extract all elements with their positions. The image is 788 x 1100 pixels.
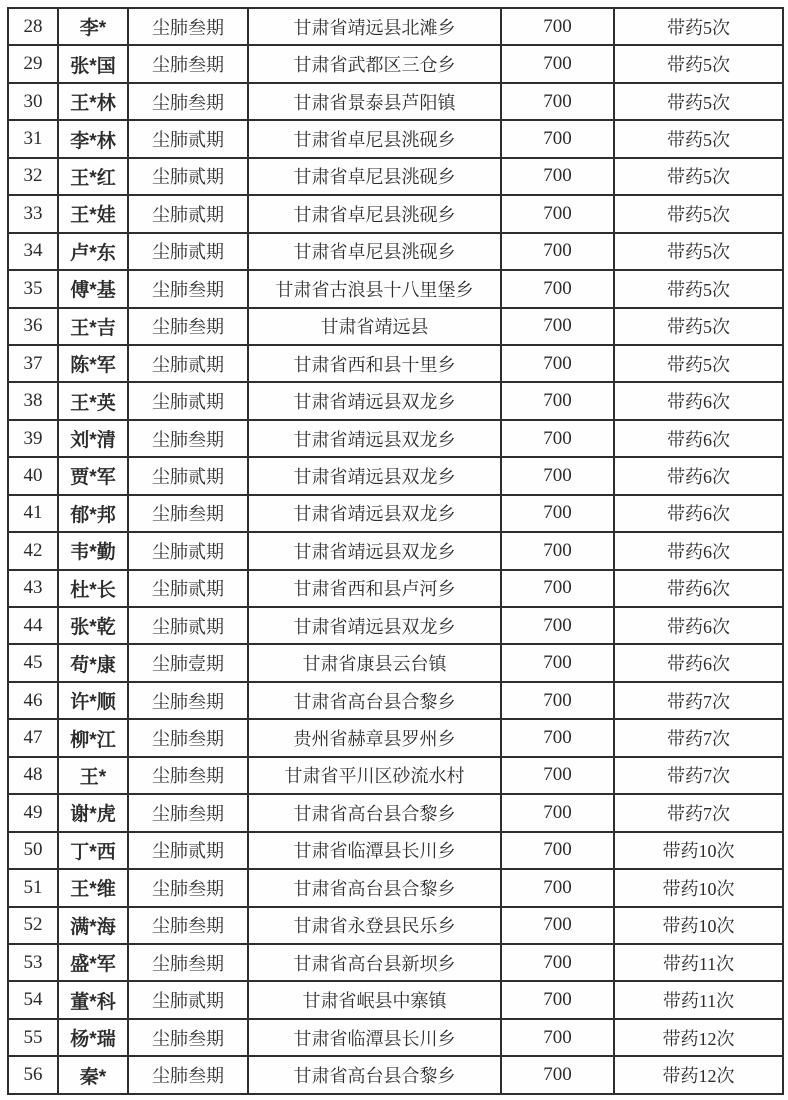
cell-row-number: 42 — [8, 532, 58, 569]
cell-name: 王* — [58, 757, 128, 794]
cell-row-number: 50 — [8, 832, 58, 869]
table-row — [8, 719, 783, 756]
cell-stage: 尘肺贰期 — [128, 532, 248, 569]
cell-address: 甘肃省靖远县北滩乡 — [248, 8, 501, 45]
cell-amount: 700 — [501, 233, 614, 270]
cell-medication: 带药5次 — [614, 233, 783, 270]
table-row — [8, 233, 783, 270]
cell-row-number: 34 — [8, 233, 58, 270]
cell-row-number: 33 — [8, 195, 58, 232]
cell-row-number: 55 — [8, 1019, 58, 1056]
cell-name: 王*娃 — [58, 195, 128, 232]
cell-medication: 带药6次 — [614, 570, 783, 607]
cell-address: 甘肃省景泰县芦阳镇 — [248, 83, 501, 120]
cell-name: 秦* — [58, 1056, 128, 1094]
cell-medication: 带药6次 — [614, 644, 783, 681]
cell-stage: 尘肺壹期 — [128, 644, 248, 681]
cell-address: 甘肃省古浪县十八里堡乡 — [248, 270, 501, 307]
cell-name: 王*维 — [58, 869, 128, 906]
cell-name: 杜*长 — [58, 570, 128, 607]
cell-name: 陈*军 — [58, 345, 128, 382]
cell-name: 韦*勤 — [58, 532, 128, 569]
cell-row-number: 47 — [8, 719, 58, 756]
cell-address: 甘肃省靖远县双龙乡 — [248, 607, 501, 644]
table-row — [8, 120, 783, 157]
cell-stage: 尘肺叁期 — [128, 719, 248, 756]
cell-amount: 700 — [501, 869, 614, 906]
cell-amount: 700 — [501, 420, 614, 457]
cell-stage: 尘肺贰期 — [128, 120, 248, 157]
table-row — [8, 495, 783, 532]
cell-row-number: 39 — [8, 420, 58, 457]
cell-address: 甘肃省靖远县双龙乡 — [248, 420, 501, 457]
cell-medication: 带药6次 — [614, 495, 783, 532]
cell-address: 甘肃省岷县中寨镇 — [248, 981, 501, 1018]
cell-amount: 700 — [501, 644, 614, 681]
cell-stage: 尘肺叁期 — [128, 308, 248, 345]
table-row — [8, 944, 783, 981]
cell-amount: 700 — [501, 1019, 614, 1056]
cell-amount: 700 — [501, 607, 614, 644]
cell-medication: 带药11次 — [614, 944, 783, 981]
cell-row-number: 38 — [8, 382, 58, 419]
cell-name: 盛*军 — [58, 944, 128, 981]
cell-name: 王*红 — [58, 158, 128, 195]
cell-amount: 700 — [501, 83, 614, 120]
cell-address: 甘肃省靖远县双龙乡 — [248, 532, 501, 569]
cell-amount: 700 — [501, 981, 614, 1018]
cell-amount: 700 — [501, 308, 614, 345]
cell-medication: 带药6次 — [614, 457, 783, 494]
cell-row-number: 40 — [8, 457, 58, 494]
cell-row-number: 36 — [8, 308, 58, 345]
table-row — [8, 83, 783, 120]
cell-amount: 700 — [501, 907, 614, 944]
cell-name: 张*国 — [58, 45, 128, 82]
cell-stage: 尘肺贰期 — [128, 981, 248, 1018]
cell-amount: 700 — [501, 345, 614, 382]
table-row — [8, 607, 783, 644]
cell-medication: 带药5次 — [614, 45, 783, 82]
cell-address: 甘肃省高台县合黎乡 — [248, 869, 501, 906]
cell-medication: 带药5次 — [614, 308, 783, 345]
cell-medication: 带药5次 — [614, 120, 783, 157]
cell-name: 郁*邦 — [58, 495, 128, 532]
cell-name: 杨*瑞 — [58, 1019, 128, 1056]
cell-stage: 尘肺叁期 — [128, 907, 248, 944]
cell-address: 甘肃省西和县十里乡 — [248, 345, 501, 382]
table-row — [8, 8, 783, 45]
cell-amount: 700 — [501, 944, 614, 981]
table-row — [8, 981, 783, 1018]
cell-address: 甘肃省卓尼县洮砚乡 — [248, 195, 501, 232]
cell-address: 甘肃省卓尼县洮砚乡 — [248, 158, 501, 195]
table-row — [8, 345, 783, 382]
cell-amount: 700 — [501, 832, 614, 869]
cell-amount: 700 — [501, 794, 614, 831]
cell-stage: 尘肺贰期 — [128, 457, 248, 494]
cell-medication: 带药12次 — [614, 1019, 783, 1056]
cell-row-number: 43 — [8, 570, 58, 607]
table-row — [8, 570, 783, 607]
cell-name: 苟*康 — [58, 644, 128, 681]
table-row — [8, 270, 783, 307]
cell-amount: 700 — [501, 270, 614, 307]
cell-address: 甘肃省高台县新坝乡 — [248, 944, 501, 981]
cell-address: 甘肃省高台县合黎乡 — [248, 794, 501, 831]
cell-name: 董*科 — [58, 981, 128, 1018]
cell-medication: 带药7次 — [614, 757, 783, 794]
cell-stage: 尘肺贰期 — [128, 607, 248, 644]
cell-stage: 尘肺贰期 — [128, 233, 248, 270]
cell-address: 甘肃省西和县卢河乡 — [248, 570, 501, 607]
cell-name: 李* — [58, 8, 128, 45]
table-row — [8, 682, 783, 719]
cell-amount: 700 — [501, 158, 614, 195]
cell-name: 王*英 — [58, 382, 128, 419]
cell-amount: 700 — [501, 8, 614, 45]
table-row — [8, 195, 783, 232]
cell-address: 甘肃省靖远县双龙乡 — [248, 457, 501, 494]
cell-amount: 700 — [501, 382, 614, 419]
cell-row-number: 49 — [8, 794, 58, 831]
cell-amount: 700 — [501, 45, 614, 82]
cell-amount: 700 — [501, 195, 614, 232]
table-row — [8, 382, 783, 419]
cell-row-number: 30 — [8, 83, 58, 120]
cell-name: 丁*西 — [58, 832, 128, 869]
table-row — [8, 869, 783, 906]
cell-amount: 700 — [501, 757, 614, 794]
cell-medication: 带药5次 — [614, 270, 783, 307]
cell-medication: 带药7次 — [614, 794, 783, 831]
cell-stage: 尘肺叁期 — [128, 495, 248, 532]
cell-stage: 尘肺贰期 — [128, 345, 248, 382]
table-row — [8, 532, 783, 569]
cell-name: 刘*清 — [58, 420, 128, 457]
cell-stage: 尘肺叁期 — [128, 1019, 248, 1056]
cell-row-number: 53 — [8, 944, 58, 981]
cell-row-number: 51 — [8, 869, 58, 906]
cell-stage: 尘肺叁期 — [128, 270, 248, 307]
table-body — [8, 8, 783, 1094]
cell-address: 甘肃省高台县合黎乡 — [248, 1056, 501, 1094]
cell-stage: 尘肺贰期 — [128, 158, 248, 195]
table-row — [8, 308, 783, 345]
table-row — [8, 794, 783, 831]
table-row — [8, 757, 783, 794]
table-row — [8, 45, 783, 82]
cell-stage: 尘肺贰期 — [128, 570, 248, 607]
cell-stage: 尘肺叁期 — [128, 83, 248, 120]
cell-stage: 尘肺叁期 — [128, 682, 248, 719]
cell-medication: 带药7次 — [614, 682, 783, 719]
cell-address: 甘肃省靖远县 — [248, 308, 501, 345]
table-row — [8, 832, 783, 869]
cell-amount: 700 — [501, 682, 614, 719]
cell-row-number: 52 — [8, 907, 58, 944]
cell-medication: 带药6次 — [614, 420, 783, 457]
cell-name: 贾*军 — [58, 457, 128, 494]
cell-medication: 带药5次 — [614, 345, 783, 382]
cell-medication: 带药6次 — [614, 607, 783, 644]
cell-medication: 带药5次 — [614, 8, 783, 45]
cell-address: 甘肃省武都区三仓乡 — [248, 45, 501, 82]
cell-amount: 700 — [501, 570, 614, 607]
cell-name: 张*乾 — [58, 607, 128, 644]
cell-stage: 尘肺叁期 — [128, 869, 248, 906]
cell-address: 甘肃省高台县合黎乡 — [248, 682, 501, 719]
cell-row-number: 41 — [8, 495, 58, 532]
cell-address: 甘肃省卓尼县洮砚乡 — [248, 120, 501, 157]
cell-address: 甘肃省康县云台镇 — [248, 644, 501, 681]
table-row — [8, 158, 783, 195]
table-row — [8, 420, 783, 457]
cell-amount: 700 — [501, 495, 614, 532]
cell-medication: 带药11次 — [614, 981, 783, 1018]
cell-amount: 700 — [501, 120, 614, 157]
cell-medication: 带药10次 — [614, 832, 783, 869]
cell-stage: 尘肺叁期 — [128, 794, 248, 831]
cell-row-number: 56 — [8, 1056, 58, 1094]
cell-name: 王*林 — [58, 83, 128, 120]
cell-row-number: 32 — [8, 158, 58, 195]
cell-row-number: 44 — [8, 607, 58, 644]
table-row — [8, 457, 783, 494]
cell-name: 谢*虎 — [58, 794, 128, 831]
cell-address: 甘肃省靖远县双龙乡 — [248, 382, 501, 419]
cell-address: 贵州省赫章县罗州乡 — [248, 719, 501, 756]
cell-stage: 尘肺贰期 — [128, 832, 248, 869]
cell-address: 甘肃省靖远县双龙乡 — [248, 495, 501, 532]
pneumoconiosis-roster-table — [7, 7, 784, 1095]
cell-row-number: 28 — [8, 8, 58, 45]
cell-medication: 带药6次 — [614, 532, 783, 569]
cell-address: 甘肃省卓尼县洮砚乡 — [248, 233, 501, 270]
cell-medication: 带药10次 — [614, 907, 783, 944]
cell-stage: 尘肺叁期 — [128, 1056, 248, 1094]
cell-stage: 尘肺贰期 — [128, 382, 248, 419]
cell-medication: 带药5次 — [614, 158, 783, 195]
cell-amount: 700 — [501, 1056, 614, 1094]
cell-stage: 尘肺贰期 — [128, 195, 248, 232]
cell-stage: 尘肺叁期 — [128, 944, 248, 981]
cell-address: 甘肃省临潭县长川乡 — [248, 1019, 501, 1056]
cell-name: 许*顺 — [58, 682, 128, 719]
cell-medication: 带药12次 — [614, 1056, 783, 1094]
cell-stage: 尘肺叁期 — [128, 8, 248, 45]
cell-name: 柳*江 — [58, 719, 128, 756]
table-row — [8, 907, 783, 944]
cell-row-number: 35 — [8, 270, 58, 307]
cell-stage: 尘肺叁期 — [128, 757, 248, 794]
cell-name: 卢*东 — [58, 233, 128, 270]
cell-address: 甘肃省永登县民乐乡 — [248, 907, 501, 944]
cell-amount: 700 — [501, 719, 614, 756]
cell-address: 甘肃省平川区砂流水村 — [248, 757, 501, 794]
cell-row-number: 48 — [8, 757, 58, 794]
cell-row-number: 31 — [8, 120, 58, 157]
cell-name: 满*海 — [58, 907, 128, 944]
table-row — [8, 644, 783, 681]
cell-name: 王*吉 — [58, 308, 128, 345]
table-row — [8, 1056, 783, 1094]
cell-row-number: 37 — [8, 345, 58, 382]
cell-stage: 尘肺叁期 — [128, 45, 248, 82]
cell-medication: 带药7次 — [614, 719, 783, 756]
cell-row-number: 46 — [8, 682, 58, 719]
cell-name: 傅*基 — [58, 270, 128, 307]
table-row — [8, 1019, 783, 1056]
cell-row-number: 45 — [8, 644, 58, 681]
cell-amount: 700 — [501, 532, 614, 569]
cell-medication: 带药5次 — [614, 195, 783, 232]
cell-name: 李*林 — [58, 120, 128, 157]
cell-stage: 尘肺叁期 — [128, 420, 248, 457]
cell-medication: 带药6次 — [614, 382, 783, 419]
cell-medication: 带药10次 — [614, 869, 783, 906]
cell-row-number: 29 — [8, 45, 58, 82]
cell-medication: 带药5次 — [614, 83, 783, 120]
cell-address: 甘肃省临潭县长川乡 — [248, 832, 501, 869]
cell-amount: 700 — [501, 457, 614, 494]
cell-row-number: 54 — [8, 981, 58, 1018]
